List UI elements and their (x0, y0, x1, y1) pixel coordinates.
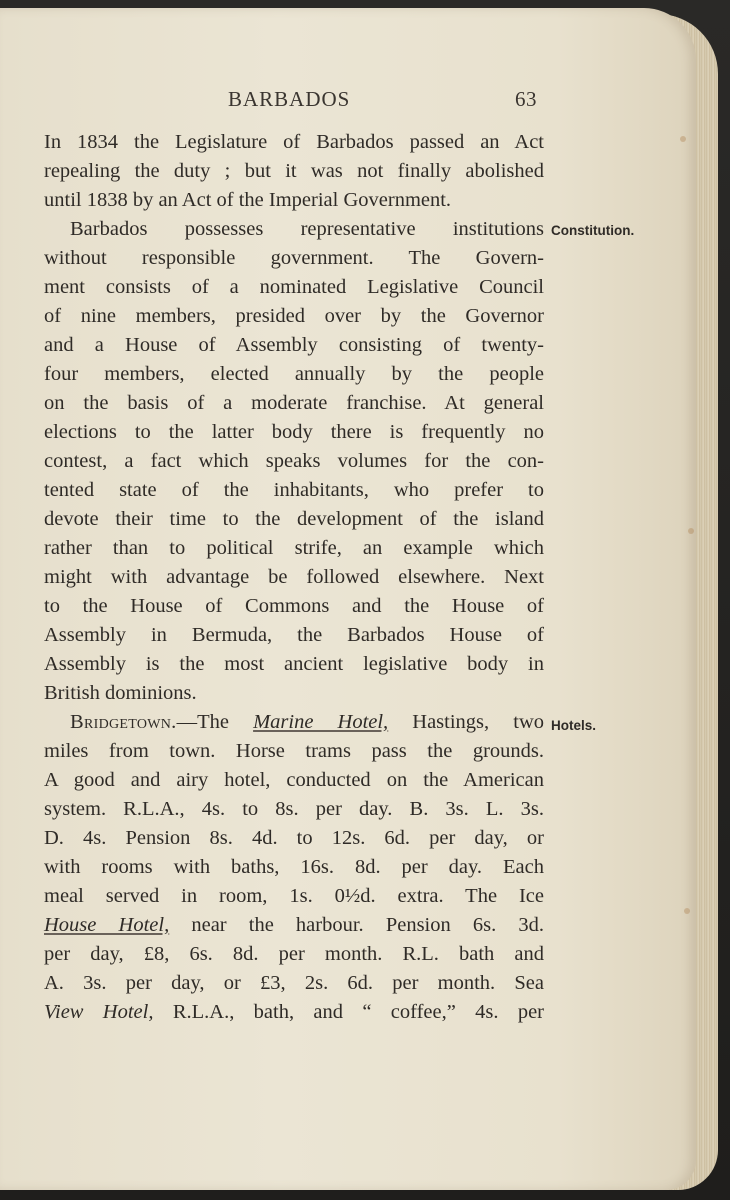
foxing-spot (684, 908, 690, 914)
text-line: British dominions. (44, 682, 197, 704)
text-line: rather than to political strife, an example which (44, 537, 544, 559)
hotel-name: House Hotel, (44, 914, 170, 936)
text-line: of nine members, presided over by the Governor (44, 305, 544, 327)
margin-note-constitution: Constitution. (551, 223, 635, 238)
text-line: without responsible government. The Govern- (44, 247, 544, 269)
margin-note-hotels: Hotels. (551, 718, 597, 733)
running-head (0, 87, 730, 117)
text-line: elections to the latter body there is frequently no (44, 421, 544, 443)
text-line: ment consists of a nominated Legislative Council (44, 276, 544, 298)
hotel-name: Marine Hotel, (253, 711, 389, 733)
foxing-spot (688, 528, 694, 534)
text-line: four members, elected annually by the people (44, 363, 544, 385)
text-line: Assembly in Bermuda, the Barbados House of (44, 624, 544, 646)
text-line: and a House of Assembly consisting of twenty- (44, 334, 544, 356)
text-line: to the House of Commons and the House of (44, 595, 544, 617)
text-line: D. 4s. Pension 8s. 4d. to 12s. 6d. per day, or (44, 827, 544, 849)
text-line: on the basis of a moderate franchise. At general (44, 392, 544, 414)
page-number: 63 (515, 87, 537, 111)
text-span: near the harbour. Pension 6s. 3d. (169, 914, 544, 936)
text-line: tented state of the inhabitants, who prefer to (44, 479, 544, 501)
text-line (44, 708, 544, 737)
text-line: meal served in room, 1s. 0½d. extra. The Ice (44, 885, 544, 907)
text-line: A. 3s. per day, or £3, 2s. 6d. per month. Sea (44, 972, 544, 994)
foxing-spot (680, 136, 686, 142)
text-span: Hastings, two (388, 711, 544, 733)
text-line: Barbados possesses representative institutions (70, 218, 544, 240)
text-line: A good and airy hotel, conducted on the American (44, 769, 544, 791)
text-line: miles from town. Horse trams pass the grounds. (44, 740, 544, 762)
text-line (44, 911, 544, 940)
text-line: contest, a fact which speaks volumes for the con- (44, 450, 544, 472)
running-head-title: BARBADOS (228, 87, 351, 111)
text-line: per day, £8, 6s. 8d. per month. R.L. bath and (44, 943, 544, 965)
text-line: might with advantage be followed elsewhere. Next (44, 566, 544, 588)
text-line: with rooms with baths, 16s. 8d. per day. Each (44, 856, 544, 878)
text-span: R.L.A., bath, and “ coffee,” 4s. per (153, 1001, 545, 1023)
text-line: In 1834 the Legislature of Barbados passed an Act (44, 131, 544, 153)
text-line: Assembly is the most ancient legislative body in (44, 653, 544, 675)
text-line (44, 998, 544, 1027)
text-line: system. R.L.A., 4s. to 8s. per day. B. 3s. L. 3s. (44, 798, 544, 820)
body-text (44, 128, 544, 1027)
text-line: repealing the duty ; but it was not finally abolished (44, 160, 544, 182)
hotel-name: View Hotel, (44, 1001, 154, 1023)
text-line: devote their time to the development of the island (44, 508, 544, 530)
place-name: Bridgetown. (70, 711, 177, 733)
text-span: —The (176, 711, 254, 733)
text-line: until 1838 by an Act of the Imperial Government. (44, 189, 452, 211)
